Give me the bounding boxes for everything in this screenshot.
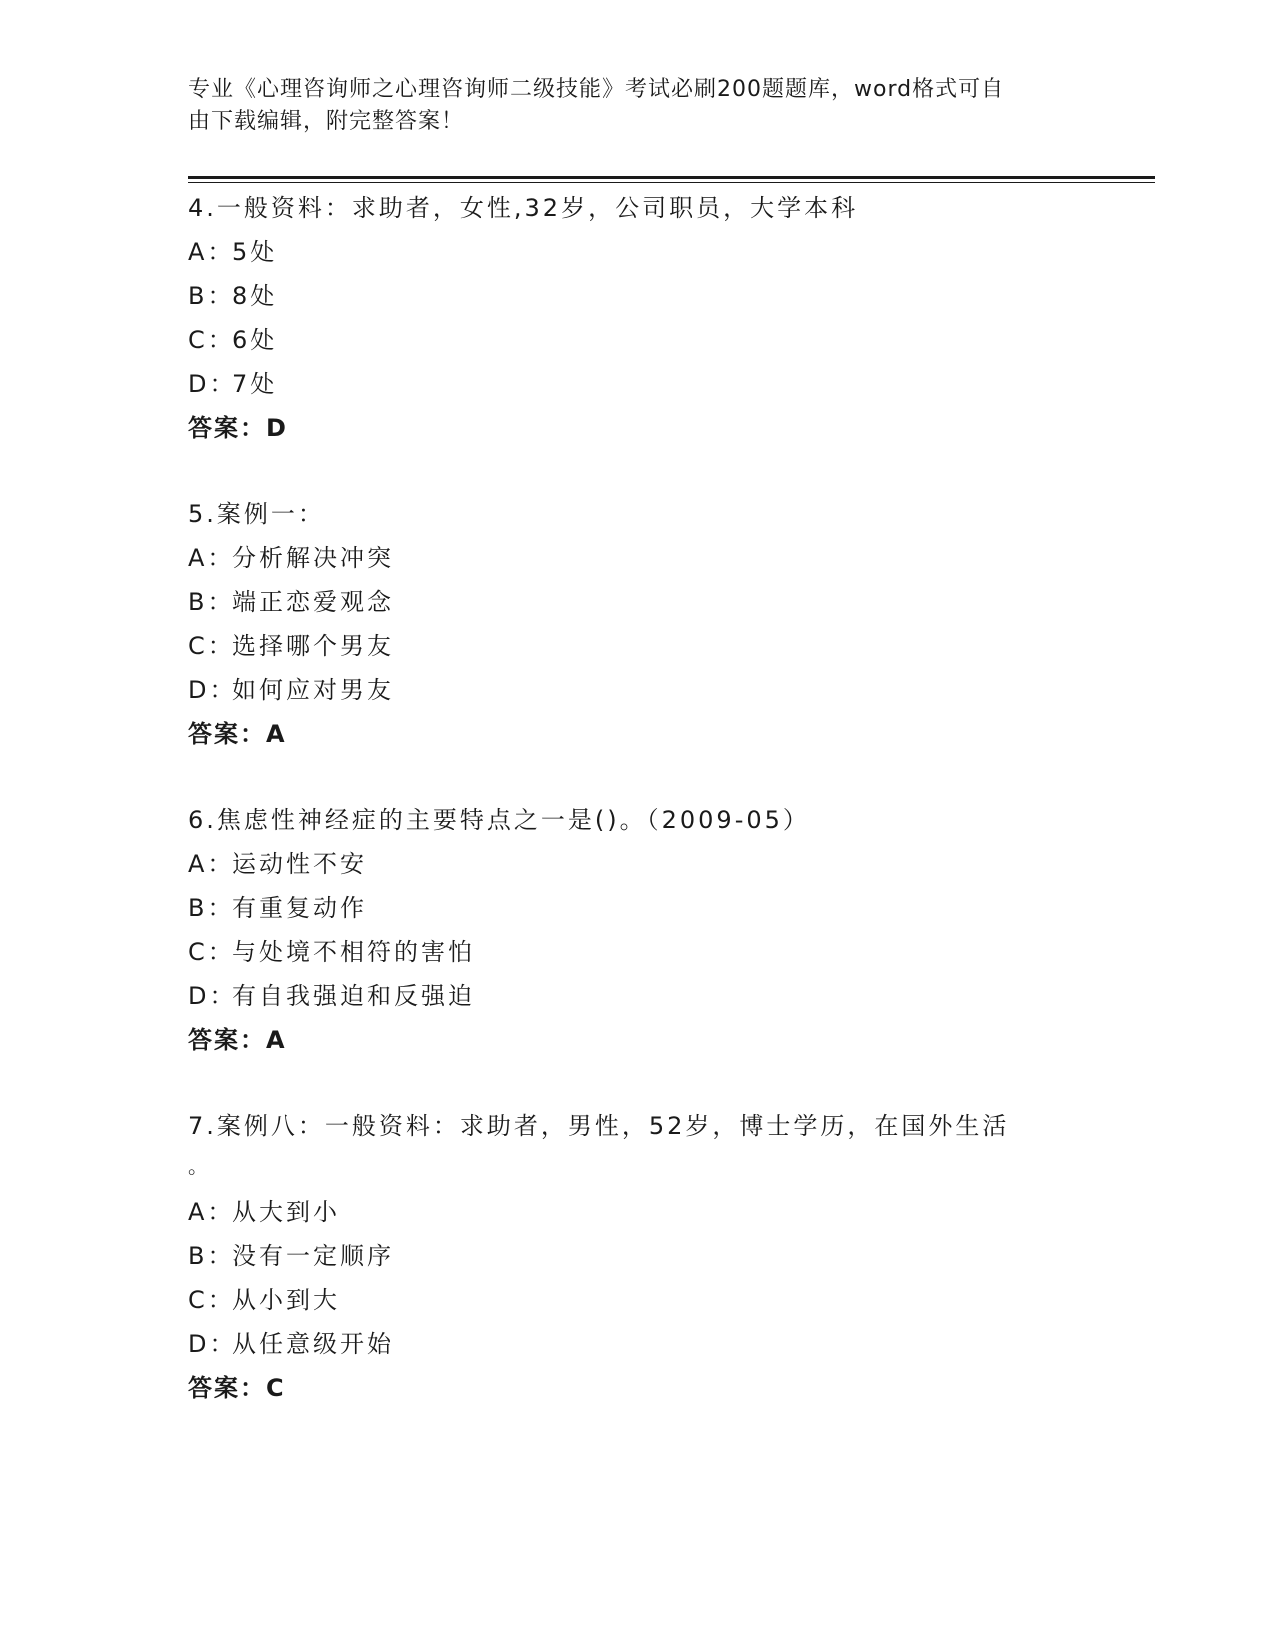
question-6-option-c	[188, 932, 475, 967]
question-6-option-a	[188, 844, 367, 879]
option-text: 没有一定顺序	[232, 1242, 394, 1270]
question-5-answer: 答案：A	[188, 720, 287, 748]
question-5-option-a	[188, 538, 394, 573]
option-letter: B：	[188, 1242, 235, 1270]
question-7-answer: 答案：C	[188, 1374, 286, 1402]
question-5-option-b	[188, 582, 394, 617]
question-4-answer: 答案：D	[188, 414, 288, 442]
option-letter: A：	[188, 544, 235, 572]
header-divider-thick	[188, 176, 1155, 179]
option-letter: B：	[188, 588, 235, 616]
question-4-option-a	[188, 232, 277, 267]
question-7-option-d	[188, 1324, 394, 1359]
option-text: 从任意级开始	[232, 1330, 394, 1358]
question-4-option-b	[188, 276, 277, 311]
question-6-stem: 6.焦虑性神经症的主要特点之一是()。（2009-05）	[188, 806, 810, 834]
question-4-stem: 4.一般资料：求助者，女性,32岁，公司职员，大学本科	[188, 194, 859, 222]
option-text: 选择哪个男友	[232, 632, 394, 660]
header-divider-thin	[188, 182, 1155, 183]
option-text: 从小到大	[232, 1286, 340, 1314]
header-line-2: 由下载编辑，附完整答案！	[188, 109, 465, 134]
option-letter: C：	[188, 938, 235, 966]
option-letter: A：	[188, 850, 235, 878]
option-text: 运动性不安	[232, 850, 367, 878]
option-letter: A：	[188, 238, 235, 266]
question-5-option-c	[188, 626, 394, 661]
option-text: 有重复动作	[232, 894, 367, 922]
option-letter: D：	[188, 676, 237, 704]
option-letter: C：	[188, 632, 235, 660]
question-4-option-c	[188, 320, 277, 355]
question-7-stem: 7.案例八：一般资料：求助者，男性，52岁，博士学历，在国外生活	[188, 1112, 1010, 1140]
question-7-option-a	[188, 1192, 340, 1227]
option-text: 分析解决冲突	[232, 544, 394, 572]
option-letter: B：	[188, 282, 235, 310]
option-text: 6处	[232, 326, 278, 354]
option-text: 有自我强迫和反强迫	[232, 982, 475, 1010]
question-7-stem-continuation: 。	[188, 1154, 208, 1178]
question-6-option-d	[188, 976, 475, 1011]
option-text: 从大到小	[232, 1198, 340, 1226]
option-text: 如何应对男友	[232, 676, 394, 704]
option-letter: B：	[188, 894, 235, 922]
option-text: 8处	[232, 282, 278, 310]
option-letter: C：	[188, 326, 235, 354]
option-text: 7处	[232, 370, 278, 398]
question-6-option-b	[188, 888, 367, 923]
option-letter: D：	[188, 982, 237, 1010]
question-5-stem: 5.案例一：	[188, 500, 325, 528]
option-text: 5处	[232, 238, 278, 266]
option-letter: A：	[188, 1198, 235, 1226]
option-letter: D：	[188, 370, 237, 398]
question-6-answer: 答案：A	[188, 1026, 287, 1054]
question-7-option-c	[188, 1280, 340, 1315]
question-5-option-d	[188, 670, 394, 705]
document-header	[188, 74, 1068, 138]
question-4-option-d	[188, 364, 277, 399]
header-line-1: 专业《心理咨询师之心理咨询师二级技能》考试必刷200题题库，word格式可自	[188, 77, 1005, 102]
option-letter: C：	[188, 1286, 235, 1314]
question-7-option-b	[188, 1236, 394, 1271]
option-letter: D：	[188, 1330, 237, 1358]
option-text: 端正恋爱观念	[232, 588, 394, 616]
option-text: 与处境不相符的害怕	[232, 938, 475, 966]
